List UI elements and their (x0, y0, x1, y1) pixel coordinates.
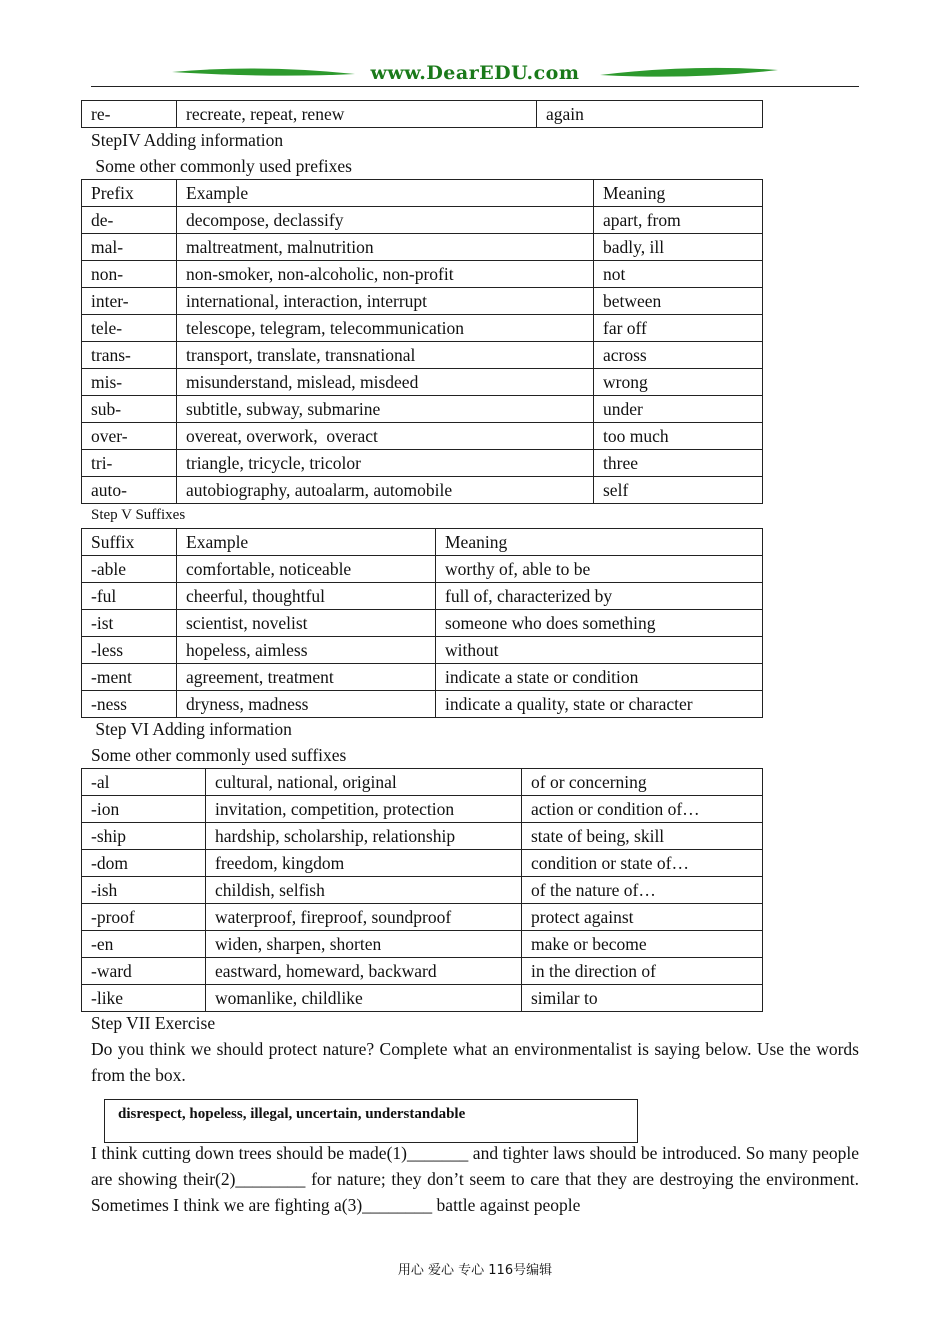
table-cell: invitation, competition, protection (206, 796, 522, 823)
column-header: Example (177, 180, 594, 207)
table-cell: not (594, 261, 763, 288)
table-row (82, 796, 763, 823)
table-cell: similar to (522, 985, 763, 1012)
table-row (82, 985, 763, 1012)
step7-title: Step VII Exercise (91, 1013, 216, 1033)
table-cell: cheerful, thoughtful (177, 583, 436, 610)
table-cell: decompose, declassify (177, 207, 594, 234)
step4-title: StepIV Adding information (91, 130, 284, 150)
table-cell: womanlike, childlike (206, 985, 522, 1012)
table-cell: wrong (594, 369, 763, 396)
table-row (82, 556, 763, 583)
table-cell: -able (82, 556, 177, 583)
table-cell: someone who does something (436, 610, 763, 637)
table-cell: -ward (82, 958, 206, 985)
table-row (82, 477, 763, 504)
step7-instruction: Do you think we should protect nature? Complete what an environmentalist is saying below. Use the words from the box. (91, 1039, 859, 1085)
table-cell: dryness, madness (177, 691, 436, 718)
table-cell: de- (82, 207, 177, 234)
table-row (82, 691, 763, 718)
table-row (82, 823, 763, 850)
column-header: Prefix (82, 180, 177, 207)
table-cell: badly, ill (594, 234, 763, 261)
suffix-table-extra (81, 768, 763, 1012)
table-cell: protect against (522, 904, 763, 931)
table-cell: apart, from (594, 207, 763, 234)
table-header-row (82, 180, 763, 207)
column-header: Suffix (82, 529, 177, 556)
table-cell: again (537, 101, 763, 128)
table-cell: without (436, 637, 763, 664)
table-cell: childish, selfish (206, 877, 522, 904)
table-header-row (82, 529, 763, 556)
table-cell: waterproof, fireproof, soundproof (206, 904, 522, 931)
table-cell: -ion (82, 796, 206, 823)
table-cell: action or condition of… (522, 796, 763, 823)
table-cell: -ness (82, 691, 177, 718)
table-row (82, 261, 763, 288)
table-cell: of or concerning (522, 769, 763, 796)
table-cell: -ship (82, 823, 206, 850)
prefix-table-continued (81, 100, 763, 128)
step5-title: Step V Suffixes (91, 507, 186, 523)
table-row (82, 769, 763, 796)
page-footer: 用心 爱心 专心 116号编辑 (397, 1263, 553, 1278)
table-cell: misunderstand, mislead, misdeed (177, 369, 594, 396)
table-cell: non- (82, 261, 177, 288)
header-divider (91, 86, 859, 87)
table-row (82, 931, 763, 958)
table-row (82, 958, 763, 985)
table-cell: recreate, repeat, renew (177, 101, 537, 128)
table-cell: indicate a state or condition (436, 664, 763, 691)
table-row (82, 342, 763, 369)
word-box-text: disrespect, hopeless, illegal, uncertain, understandable (118, 1106, 466, 1122)
table-cell: transport, translate, transnational (177, 342, 594, 369)
table-cell: triangle, tricycle, tricolor (177, 450, 594, 477)
table-cell: tele- (82, 315, 177, 342)
table-cell: -en (82, 931, 206, 958)
table-cell: maltreatment, malnutrition (177, 234, 594, 261)
suffix-table (81, 528, 763, 718)
table-cell: of the nature of… (522, 877, 763, 904)
table-cell: under (594, 396, 763, 423)
table-cell: agreement, treatment (177, 664, 436, 691)
table-cell: indicate a quality, state or character (436, 691, 763, 718)
table-cell: overeat, overwork, overact (177, 423, 594, 450)
table-cell: autobiography, autoalarm, automobile (177, 477, 594, 504)
table-cell: -ful (82, 583, 177, 610)
column-header: Example (177, 529, 436, 556)
table-cell: trans- (82, 342, 177, 369)
table-cell: -al (82, 769, 206, 796)
table-cell: subtitle, subway, submarine (177, 396, 594, 423)
table-cell: mis- (82, 369, 177, 396)
table-cell: condition or state of… (522, 850, 763, 877)
table-cell: eastward, homeward, backward (206, 958, 522, 985)
table-cell: across (594, 342, 763, 369)
table-cell: hopeless, aimless (177, 637, 436, 664)
table-cell: comfortable, noticeable (177, 556, 436, 583)
table-cell: -ist (82, 610, 177, 637)
table-cell: over- (82, 423, 177, 450)
table-cell: international, interaction, interrupt (177, 288, 594, 315)
table-row (82, 637, 763, 664)
table-cell: tri- (82, 450, 177, 477)
table-cell: far off (594, 315, 763, 342)
column-header: Meaning (594, 180, 763, 207)
table-cell: -ment (82, 664, 177, 691)
table-row (82, 101, 763, 128)
table-cell: worthy of, able to be (436, 556, 763, 583)
table-cell: three (594, 450, 763, 477)
table-row (82, 450, 763, 477)
table-cell: too much (594, 423, 763, 450)
exercise-passage: I think cutting down trees should be made(1)_______ and tighter laws should be introduced. So many people are showing their(2)________ for nature; they don’t seem to care that they are destroying the environment. Sometimes I think we are fighting a(3)________ battle against people (91, 1143, 859, 1215)
table-row (82, 315, 763, 342)
table-row (82, 396, 763, 423)
table-cell: self (594, 477, 763, 504)
table-row (82, 288, 763, 315)
logo-text: www.DearEDU.com (370, 62, 580, 84)
table-cell: between (594, 288, 763, 315)
table-row (82, 904, 763, 931)
table-row (82, 234, 763, 261)
step6-title: Step VI Adding information (91, 719, 292, 739)
table-cell: non-smoker, non-alcoholic, non-profit (177, 261, 594, 288)
table-cell: -like (82, 985, 206, 1012)
table-cell: re- (82, 101, 177, 128)
table-cell: mal- (82, 234, 177, 261)
table-row (82, 207, 763, 234)
table-row (82, 610, 763, 637)
table-cell: in the direction of (522, 958, 763, 985)
table-cell: -ish (82, 877, 206, 904)
table-cell: full of, characterized by (436, 583, 763, 610)
table-cell: telescope, telegram, telecommunication (177, 315, 594, 342)
table-row (82, 423, 763, 450)
table-cell: -proof (82, 904, 206, 931)
table-cell: cultural, national, original (206, 769, 522, 796)
table-row (82, 664, 763, 691)
table-cell: -dom (82, 850, 206, 877)
table-cell: hardship, scholarship, relationship (206, 823, 522, 850)
column-header: Meaning (436, 529, 763, 556)
table-cell: auto- (82, 477, 177, 504)
table-cell: -less (82, 637, 177, 664)
word-box (104, 1099, 638, 1143)
table-cell: state of being, skill (522, 823, 763, 850)
prefix-table (81, 179, 763, 504)
table-cell: freedom, kingdom (206, 850, 522, 877)
table-cell: sub- (82, 396, 177, 423)
table-cell: make or become (522, 931, 763, 958)
table-cell: scientist, novelist (177, 610, 436, 637)
step4-subtitle: Some other commonly used prefixes (91, 156, 352, 176)
table-cell: widen, sharpen, shorten (206, 931, 522, 958)
table-row (82, 877, 763, 904)
table-cell: inter- (82, 288, 177, 315)
table-row (82, 583, 763, 610)
table-row (82, 369, 763, 396)
step6-subtitle: Some other commonly used suffixes (91, 745, 347, 765)
table-row (82, 850, 763, 877)
